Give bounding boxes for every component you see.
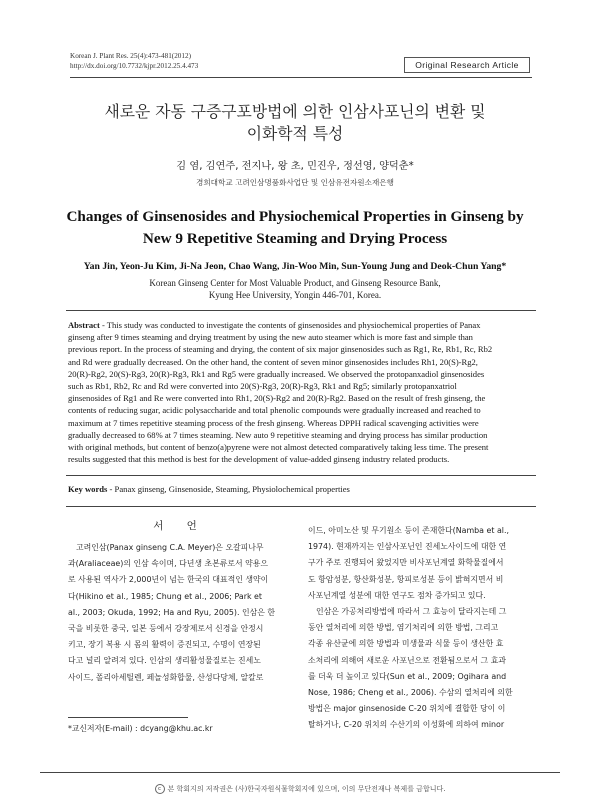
body-line: 다고 널리 알려져 있다. 인삼의 생리활성물질로는 진세노 xyxy=(68,656,261,666)
abstract-line: gradually decreased to 68% at 7 times steaming. New auto 9 repetitive steaming and drying process has similar production xyxy=(68,429,488,440)
title-english-line1: Changes of Ginsenosides and Physiochemical Properties in Ginseng by xyxy=(66,208,524,225)
corresponding-author-footnote: *교신저자(E-mail) : dcyang@khu.ac.kr xyxy=(68,724,213,733)
abstract-line: and Rd were gradually decreased. On the other hand, the content of seven minor ginsenosides includes Rh1, 20(S)-Rg2, xyxy=(68,356,478,367)
title-korean-line2: 이화학적 특성 xyxy=(246,124,344,143)
keywords-text: - Panax ginseng, Ginsenoside, Steaming, Physiolochemical properties xyxy=(107,484,350,494)
authors-english: Yan Jin, Yeon-Ju Kim, Ji-Na Jeon, Chao Wang, Jin-Woo Min, Sun-Young Jung and Deok-Chun Yang* xyxy=(83,261,507,272)
journal-doi[interactable]: http://dx.doi.org/10.7732/kjpr.2012.25.4.473 xyxy=(70,61,199,70)
body-line: 도 항암성분, 항산화성분, 항피로성분 등이 밝혀지면서 비 xyxy=(308,574,504,584)
title-korean-line1: 새로운 자동 구증구포방법에 의한 인삼사포닌의 변환 및 xyxy=(104,102,486,121)
body-line: al., 2003; Okuda, 1992; Ha and Ryu, 2005). 인삼은 한 xyxy=(68,607,275,617)
abstract xyxy=(68,319,534,465)
abstract-line: 20(R)-Rg2, 20(S)-Rg3, 20(R)-Rg3, Rk1 and Rg5 were gradually increased. We observed the protopanxadiol ginsenosides xyxy=(68,368,485,379)
abstract-line: ginseng after 9 times steaming and drying treatment by using the new auto steamer which is more fast and simple than xyxy=(68,332,473,343)
body-line: 국을 비롯한 중국, 일본 등에서 강장제로서 신경을 안정시 xyxy=(68,624,264,634)
authors-korean: 김 염, 김연주, 전지나, 왕 초, 민진우, 정선영, 양덕춘* xyxy=(176,161,414,172)
title-english-line2: New 9 Repetitive Steaming and Drying Process xyxy=(142,229,448,247)
body-line: 다(Hikino et al., 1985; Chung et al., 2006; Park et xyxy=(68,591,262,601)
body-line: 과(Araliaceae)의 인삼 속이며, 다년생 초본류로서 약용으 xyxy=(68,559,268,569)
body-line: 키고, 장기 복용 시 몸의 활력이 증진되고, 수명이 연장된 xyxy=(68,640,261,650)
journal-info xyxy=(70,52,198,71)
footer-rule xyxy=(40,772,560,773)
abstract-line: with original methods, but content of benzo(a)pyrene were not almost detected comparatively taking less time. The present xyxy=(68,442,489,453)
copyright-text: 본 학회지의 저작권은 (사)한국자원식물학회지에 있으며, 이의 무단전재나 복제를 금합니다. xyxy=(167,785,446,793)
body-line: 방법은 major ginsenoside C-20 위치에 결합한 당이 이 xyxy=(308,704,506,714)
copyright-notice xyxy=(0,784,600,794)
keywords-bottom-rule xyxy=(66,506,536,507)
affiliation-english-line2: Kyung Hee University, Yongin 446-701, Korea. xyxy=(208,290,382,300)
body-line: Nose, 1986; Cheng et al., 2006). 수삼의 열처리에 의한 xyxy=(308,688,513,698)
body-column-right xyxy=(308,523,534,734)
body-line: 이드, 아미노산 및 무기원소 등이 존재한다(Namba et al., xyxy=(308,526,509,535)
body-line: 구가 주로 진행되어 왔었지만 비사포닌계열 화학물질에서 xyxy=(308,558,504,568)
section-heading-introduction: 서 언 xyxy=(153,520,207,532)
copyright-icon: c xyxy=(155,784,165,794)
abstract-line: Abstract - This study was conducted to investigate the contents of ginsenosides and physiochemical properties of Panax xyxy=(68,320,481,330)
abstract-line: such as Rb1, Rb2, Rc and Rd were converted into 20(S)-Rg3, 20(R)-Rg3, Rk1 and Rg5; similarly protopanxatriol xyxy=(68,381,457,392)
abstract-label: Abstract xyxy=(68,320,100,330)
affiliation-english-line1: Korean Ginseng Center for Most Valuable Product, and Ginseng Resource Bank, xyxy=(149,278,441,288)
affiliation-english xyxy=(80,277,510,301)
journal-citation: Korean J. Plant Res. 25(4):473-481(2012) xyxy=(70,52,191,60)
abstract-line: ginsenosides of Rg1 and Re were converted into Rh1, 20(S)-Rg2 and 20(R)-Rg2. Based on the result of fresh ginseng, the xyxy=(68,393,486,404)
body-line: 사이드, 폴리아세틸렌, 페놀성화합물, 산성다당체, 알칼로 xyxy=(68,672,264,682)
keywords-label: Key words xyxy=(68,484,108,494)
footnote-rule xyxy=(68,717,188,718)
body-line: 1974). 현재까지는 인삼사포닌인 진세노사이드에 대한 연 xyxy=(308,542,507,552)
article-type-badge: Original Research Article xyxy=(404,57,530,73)
body-column-left xyxy=(68,540,292,686)
body-line: 고려인삼(Panax ginseng C.A. Meyer)은 오갈피나무 xyxy=(76,543,264,552)
body-line: 인삼은 가공처리방법에 따라서 그 효능이 달라지는데 그 xyxy=(316,607,507,617)
title-english xyxy=(50,206,540,249)
keywords xyxy=(68,484,534,494)
header-divider xyxy=(70,77,532,78)
body-line: 탈하거나, C-20 위치의 수산기의 이성화에 의하여 minor xyxy=(308,720,505,730)
abstract-line: previous report. In the process of steaming and drying, the content of six major ginsenosides such as Rg1, Re, Rb1, Rc, Rb2 xyxy=(68,344,493,355)
body-line: 사포닌계열 성분에 대한 연구도 점차 증가되고 있다. xyxy=(308,590,486,600)
abstract-line: contents of reducing sugar, acidic polysaccharide and total phenolic compounds were gradually increased and reached to xyxy=(68,405,481,416)
body-line: 로 사용된 역사가 2,000년이 넘는 한국의 대표적인 생약이 xyxy=(68,575,269,585)
body-line: 각종 유산균에 의한 방법과 미생물과 식물 등이 생산한 효 xyxy=(308,639,504,649)
title-korean xyxy=(60,101,530,145)
abstract-line: results suggested that this method is best for the development of value-added ginseng industry related products. xyxy=(68,454,450,465)
abstract-top-rule xyxy=(66,310,536,311)
affiliation-korean: 경희대학교 고려인삼명품화사업단 및 인삼유전자원소재은행 xyxy=(196,178,394,187)
abstract-bottom-rule xyxy=(66,475,536,476)
body-line: 를 더욱 더 높이고 있다(Sun et al., 2009; Ogihara and xyxy=(308,671,507,681)
body-line: 동안 열처리에 의한 방법, 염기처리에 의한 방법, 그리고 xyxy=(308,623,499,633)
body-line: 소처리에 의해여 새로운 사포닌으로 전환됨으로서 그 효과 xyxy=(308,655,506,665)
abstract-line: maximum at 7 times repetitive steaming process of the fresh ginseng. Whereas DPPH radical scavenging activities were xyxy=(68,417,479,428)
